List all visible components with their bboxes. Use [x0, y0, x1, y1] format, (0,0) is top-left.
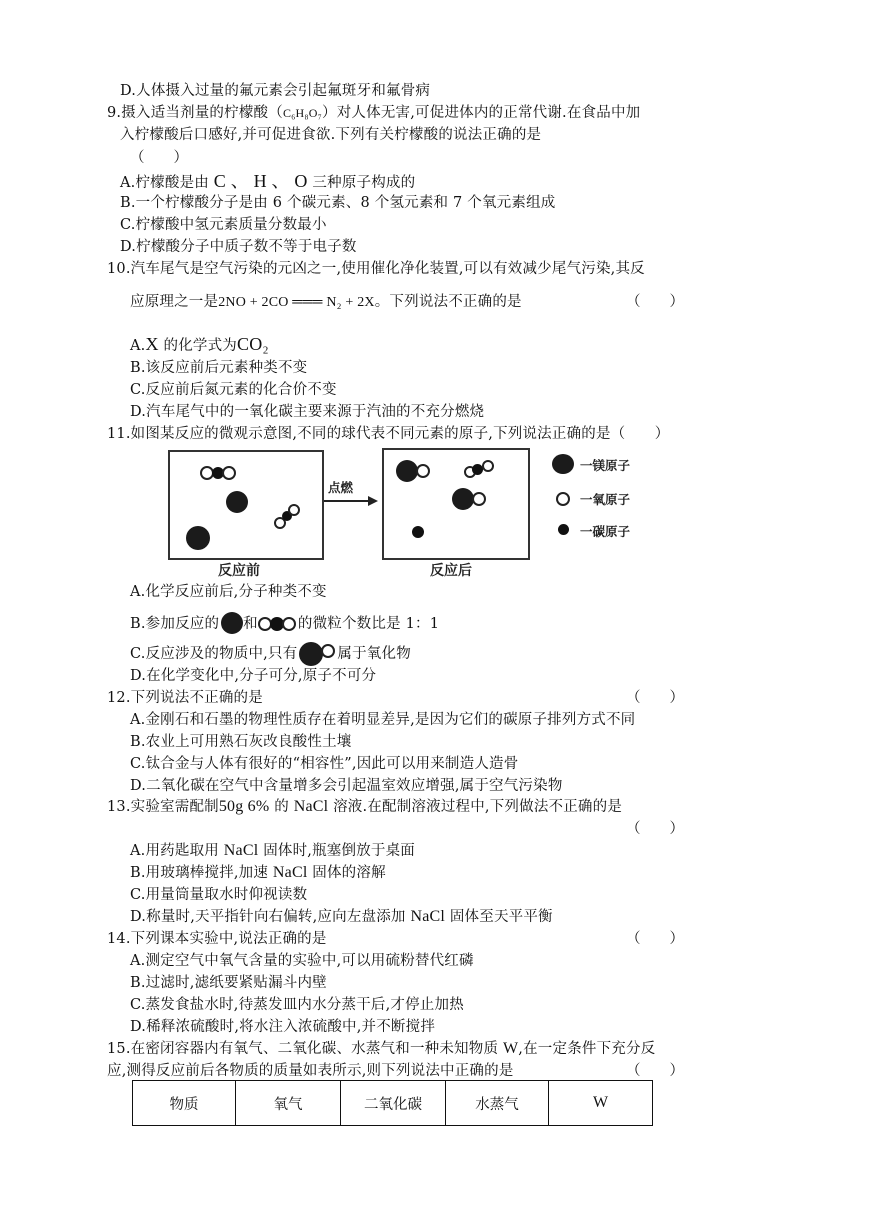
oxygen-legend-icon: [556, 492, 570, 506]
table-header-cell: 水蒸气: [446, 1081, 549, 1126]
q11-option-d: D.在化学变化中,分子可分,原子不可分: [130, 668, 377, 684]
magnesium-atom: [186, 526, 210, 550]
legend-oxygen: 一氧原子: [580, 492, 631, 507]
q9-stem-line2: 入柠檬酸后口感好,并可促进食欲.下列有关柠檬酸的说法正确的是: [120, 127, 542, 143]
reaction-micro-diagram: [168, 448, 688, 583]
q14-option-c: C.蒸发食盐水时,待蒸发皿内水分蒸干后,才停止加热: [130, 997, 464, 1013]
reaction-arrow-icon: [322, 494, 380, 508]
q14-answer-paren: （ ）: [626, 931, 684, 947]
q11-stem: 11.如图某反应的微观示意图,不同的球代表不同元素的原子,下列说法正确的是（ ）: [107, 426, 670, 442]
magnesium-atom: [396, 460, 418, 482]
oxygen-atom: [472, 492, 486, 506]
table-header-cell: 物质: [133, 1081, 236, 1126]
q12-option-d: D.二氧化碳在空气中含量增多会引起温室效应增强,属于空气污染物: [130, 778, 563, 794]
carbon-atom: [412, 526, 424, 538]
q15-mass-table: [132, 1080, 653, 1126]
q11-option-b: B.参加反应的 和 的微粒个数比是 1：1: [130, 610, 439, 638]
q12-option-a: A.金刚石和石墨的物理性质存在着明显差异,是因为它们的碳原子排列方式不同: [130, 712, 636, 728]
legend-carbon: 一碳原子: [580, 524, 631, 539]
before-reaction-box: [168, 450, 324, 560]
q10-option-b: B.该反应前后元素种类不变: [130, 360, 308, 376]
q10-option-d: D.汽车尾气中的一氧化碳主要来源于汽油的不充分燃烧: [130, 404, 485, 420]
q9-stem-line1: 9.摄入适当剂量的柠檬酸（C₆H₈O₇）对人体无害,可促进体内的正常代谢.在食品中加: [107, 105, 641, 121]
oxygen-atom: [416, 464, 430, 478]
magnesium-atom: [452, 488, 474, 510]
q9-option-b: B.一个柠檬酸分子是由 6 个碳元素、8 个氢元素和 7 个氧元素组成: [120, 195, 556, 211]
table-header-cell: W: [549, 1081, 653, 1126]
q8-option-d: D.人体摄入过量的氟元素会引起氟斑牙和氟骨病: [120, 83, 431, 99]
q9-option-a: A.柠檬酸是由 C 、 H 、 O 三种原子构成的: [120, 171, 416, 191]
q13-option-b: B.用玻璃棒搅拌,加速 NaCl 固体的溶解: [130, 864, 386, 881]
q13-option-c: C.用量筒量取水时仰视读数: [130, 887, 308, 903]
after-caption: 反应后: [430, 563, 472, 579]
magnesium-legend-icon: [552, 454, 574, 474]
arrow-label: 点燃: [328, 480, 354, 495]
q9-option-c: C.柠檬酸中氢元素质量分数最小: [120, 217, 327, 233]
q13-option-d: D.称量时,天平指针向右偏转,应向左盘添加 NaCl 固体至天平平衡: [130, 908, 553, 925]
q11-option-a: A.化学反应前后,分子种类不变: [130, 584, 327, 600]
q15-stem-line1: 15.在密闭容器内有氧气、二氧化碳、水蒸气和一种未知物质 W,在一定条件下充分反: [107, 1040, 656, 1057]
table-header-cell: 氧气: [236, 1081, 341, 1126]
q12-answer-paren: （ ）: [626, 690, 684, 706]
legend-magnesium: 一镁原子: [580, 458, 631, 473]
mg-atom-inline-icon: [219, 612, 243, 636]
q14-option-d: D.稀释浓硫酸时,将水注入浓硫酸中,并不断搅拌: [130, 1019, 436, 1035]
q13-stem: 13.实验室需配制50g 6% 的 NaCl 溶液.在配制溶液过程中,下列做法不正确的是: [107, 798, 623, 815]
q10-option-a: A.X 的化学式为CO₂: [130, 334, 269, 354]
q10-stem-line1: 10.汽车尾气是空气污染的元凶之一,使用催化净化装置,可以有效减少尾气污染,其反: [107, 261, 645, 277]
oxygen-atom: [288, 504, 300, 516]
q14-stem: 14.下列课本实验中,说法正确的是: [107, 931, 327, 947]
q12-option-c: C.钛合金与人体有很好的“相容性”,因此可以用来制造人造骨: [130, 756, 519, 772]
after-reaction-box: [382, 448, 530, 560]
q15-answer-paren: （ ）: [626, 1063, 684, 1079]
q10-stem-line2: 应原理之一是2NO + 2CO ═══ N₂ + 2X。下列说法不正确的是: [130, 294, 522, 310]
q14-option-b: B.过滤时,滤纸要紧贴漏斗内壁: [130, 975, 327, 991]
co2-molecule-inline-icon: [258, 616, 298, 632]
q9-option-d: D.柠檬酸分子中质子数不等于电子数: [120, 239, 357, 255]
q13-answer-paren: （ ）: [626, 821, 684, 837]
table-header-row: [133, 1081, 653, 1126]
q10-answer-paren: （ ）: [626, 294, 684, 310]
oxygen-atom: [482, 460, 494, 472]
before-caption: 反应前: [218, 563, 260, 579]
q15-stem-line2: 应,测得反应前后各物质的质量如表所示,则下列说法中正确的是: [107, 1063, 514, 1079]
q11-option-c: C.反应涉及的物质中,只有 属于氧化物: [130, 640, 411, 668]
oxygen-atom: [222, 466, 236, 480]
q12-stem: 12.下列说法不正确的是: [107, 690, 263, 706]
q10-option-c: C.反应前后氮元素的化合价不变: [130, 382, 337, 398]
q13-option-a: A.用药匙取用 NaCl 固体时,瓶塞倒放于桌面: [130, 842, 415, 859]
q14-option-a: A.测定空气中氧气含量的实验中,可以用硫粉替代红磷: [130, 953, 474, 969]
q12-option-b: B.农业上可用熟石灰改良酸性土壤: [130, 734, 352, 750]
carbon-legend-icon: [558, 524, 569, 535]
magnesium-atom: [226, 491, 248, 513]
table-header-cell: 二氧化碳: [341, 1081, 446, 1126]
mgo-molecule-inline-icon: [297, 642, 337, 666]
q9-answer-paren: （ ）: [130, 150, 188, 166]
